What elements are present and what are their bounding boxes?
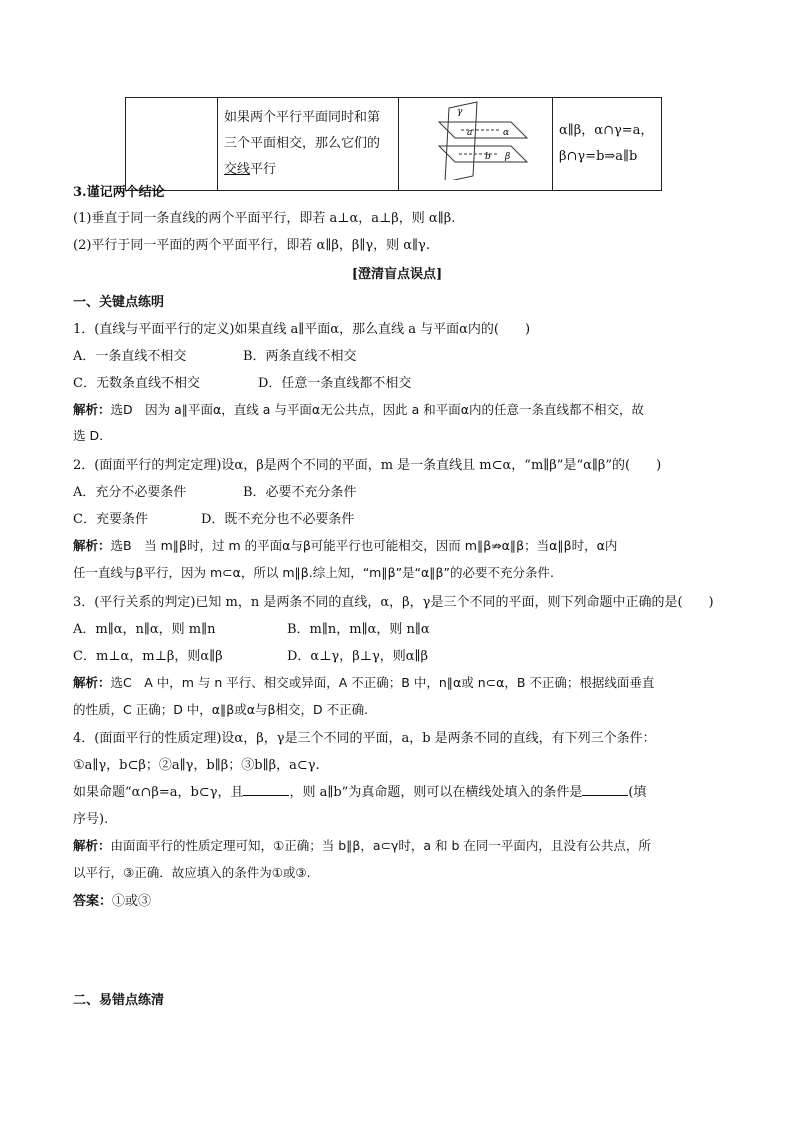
q1-solution-line1: 解析：选D 因为 a∥平面α，直线 a 与平面α无公共点，因此 a 和平面α内的任意一条直线都不相交，故 [73,402,644,417]
theorem-table-row [125,97,662,191]
q3-opt-c: C．m⊥α，m⊥β，则α∥β [73,649,223,664]
part2-heading: 二、易错点练清 [73,993,165,1008]
q1-opt-b: B．两条直线不相交 [243,349,357,364]
q1-stem: 1．(直线与平面平行的定义)如果直线 a∥平面α，那么直线 a 与平面α内的( ) [73,322,531,337]
theorem-symbolic-cell [553,98,662,191]
q4-answer: 答案：①或③ [73,894,152,909]
q4-conditions: ①a∥γ，b⊂β；②a∥γ，b∥β；③b∥β，a⊂γ. [73,758,320,773]
theorem-statement-cell [218,98,399,191]
statement-line-1: 如果两个平行平面同时和第 [224,110,381,125]
q4-fill-line: 如果命题“α∩β=a，b⊂γ，且 ，则 a∥b”为真命题，则可以在横线处填入的条件是 (填 [73,785,647,800]
q4-solution-line1: 解析：由面面平行的性质定理可知，①正确；当 b∥β，a⊂γ时，a 和 b 在同一平面内，且没有公共点，所 [73,838,651,853]
q3-opt-a: A．m∥α，n∥α，则 m∥n [73,622,216,637]
q1-opt-a: A．一条直线不相交 [73,349,187,364]
q1-solution-line2: 选 D. [73,428,104,443]
section3-line2: (2)平行于同一平面的两个平面平行，即若 α∥β，β∥γ，则 α∥γ. [73,238,430,253]
q1-opt-d: D．任意一条直线都不相交 [258,376,412,391]
label-alpha: α [503,128,510,138]
label-beta: β [505,152,511,162]
q3-opt-b: B．m∥n，m∥α，则 n∥α [287,622,430,637]
q4-blank-2[interactable] [582,783,628,796]
section3-heading: 3.谨记两个结论 [73,185,165,200]
q2-opt-d: D．既不充分也不必要条件 [201,512,355,527]
statement-underlined-word: 交线 [224,162,251,177]
label-b: b [485,152,491,162]
q4-fill-line-cont: 序号). [73,812,109,827]
clarify-heading: [澄清盲点误点] [351,267,443,282]
q2-stem: 2．(面面平行的判定定理)设α，β是两个不同的平面，m 是一条直线且 m⊂α，“m∥β”是“α∥β”的( ) [73,458,662,473]
q2-opt-a: A．充分不必要条件 [73,485,187,500]
table-empty-cell [126,98,218,191]
q3-opt-d: D．α⊥γ，β⊥γ，则α∥β [287,649,429,664]
part1-heading: 一、关键点练明 [73,295,165,310]
q4-blank-1[interactable] [243,783,289,796]
symbolic-line-2: β∩γ=b⇒a∥b [559,149,638,164]
q3-stem: 3．(平行关系的判定)已知 m，n 是两条不同的直线，α，β，γ是三个不同的平面，则下列命题中正确的是( ) [73,595,714,610]
parallel-planes-figure [399,98,552,180]
q2-opt-b: B．必要不充分条件 [243,485,357,500]
statement-line-2: 三个平面相交，那么它们的 [224,136,381,151]
q2-solution-line1: 解析：选B 当 m∥β时，过 m 的平面α与β可能平行也可能相交，因而 m∥β⇏α∥β；当α∥β时，α内 [73,538,618,553]
theorem-figure-cell [399,98,553,191]
section3-line1: (1)垂直于同一条直线的两个平面平行，即若 a⊥α，a⊥β，则 α∥β. [73,211,456,226]
q3-solution-line1: 解析：选C A 中，m 与 n 平行、相交或异面，A 不正确；B 中，n∥α或 n⊂α，B 不正确；根据线面垂直 [73,675,655,690]
q2-opt-c: C．充要条件 [73,512,148,527]
statement-line-3: 交线平行 [224,162,277,177]
q2-solution-line2: 任一直线与β平行，因为 m⊂α，所以 m∥β.综上知，“m∥β”是“α∥β”的必要不充分条件. [73,565,554,580]
label-gamma: γ [457,107,463,117]
label-a: a [467,128,473,138]
q4-stem: 4．(面面平行的性质定理)设α，β，γ是三个不同的平面，a，b 是两条不同的直线，有下列三个条件： [73,731,656,746]
q1-opt-c: C．无数条直线不相交 [73,376,200,391]
q3-solution-line2: 的性质，C 正确；D 中，α∥β或α与β相交，D 不正确. [73,702,369,717]
q4-solution-line2: 以平行，③正确．故应填入的条件为①或③. [73,865,311,880]
symbolic-line-1: α∥β，α∩γ=a， [559,123,654,138]
